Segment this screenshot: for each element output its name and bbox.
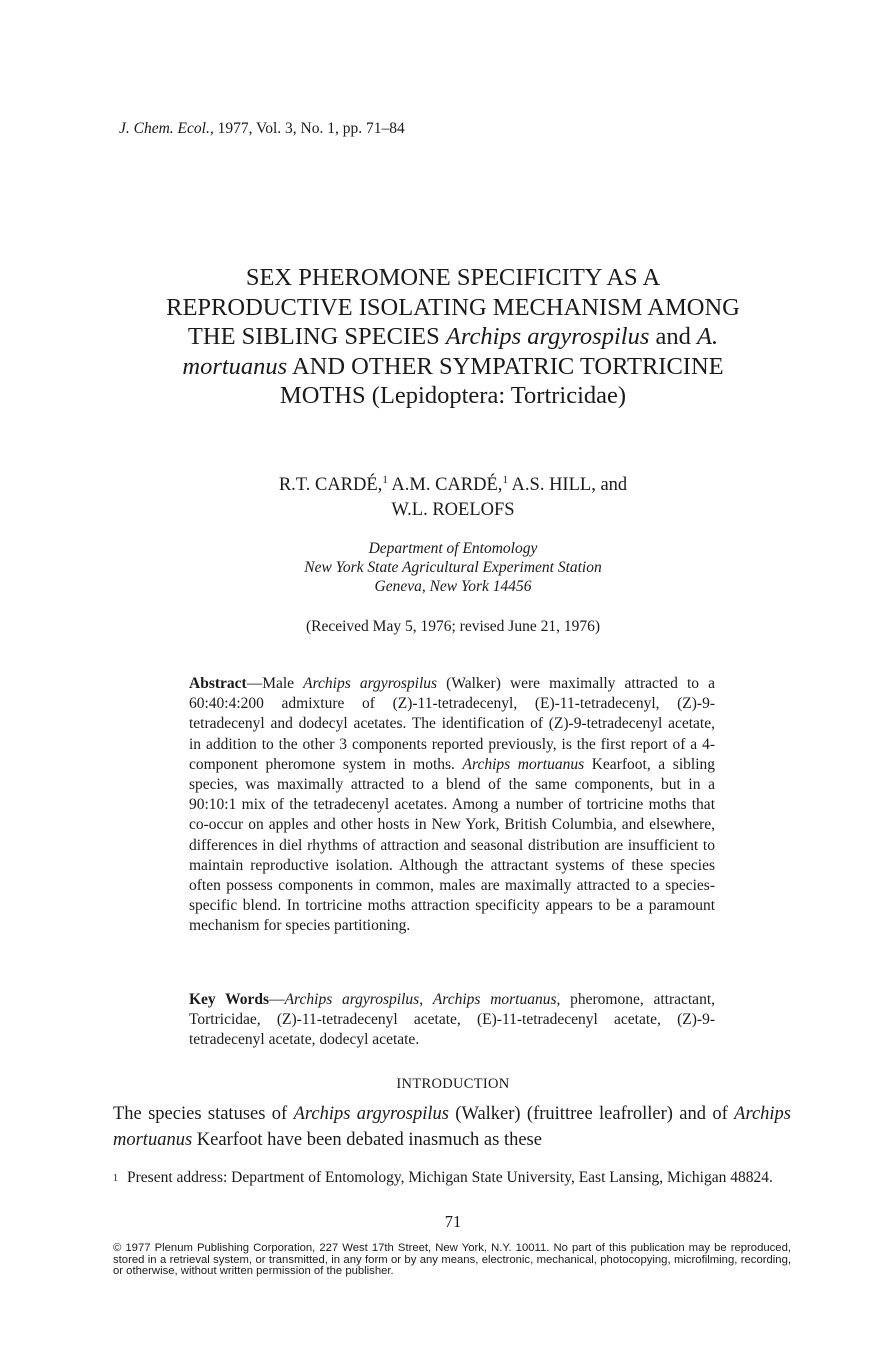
title-line: MOTHS (Lepidoptera: Tortricidae) bbox=[279, 382, 627, 409]
key-words bbox=[189, 990, 715, 1051]
keyword-species: Archips mortuanus bbox=[432, 991, 557, 1008]
introduction-paragraph bbox=[113, 1102, 791, 1153]
title-species: Archips argyrospilus bbox=[445, 323, 650, 350]
title-text: and bbox=[649, 323, 697, 350]
intro-text: The species statuses of bbox=[113, 1104, 294, 1124]
title-text: THE SIBLING SPECIES bbox=[187, 323, 446, 350]
abstract-label: Abstract bbox=[189, 675, 247, 692]
author-line: W.L. ROELOFS bbox=[391, 500, 515, 521]
affiliation bbox=[100, 539, 806, 596]
title-line: SEX PHEROMONE SPECIFICITY AS A bbox=[245, 264, 661, 291]
keywords-separator: , bbox=[419, 991, 433, 1008]
intro-species: Archips mortuanus bbox=[113, 1104, 792, 1150]
author-name: A.M. CARDÉ, bbox=[387, 475, 503, 496]
intro-text: Kearfoot have been debated inasmuch as these bbox=[192, 1129, 542, 1150]
title-species: A. bbox=[696, 323, 719, 350]
affiliation-line: New York State Agricultural Experiment Station bbox=[304, 559, 602, 576]
title-line bbox=[100, 352, 806, 382]
page-number: 71 bbox=[444, 1212, 462, 1231]
author-name: A.S. HILL, and bbox=[507, 475, 628, 496]
author-name: R.T. CARDÉ, bbox=[278, 475, 383, 496]
footnote bbox=[113, 1169, 791, 1189]
abstract-text: (Walker) were maximally attracted to a 60:40:4:200 admixture of (Z)-11-tetradecenyl, (E)-11-tetradecenyl, (Z)-9-tetradecenyl and dodecyl acetates. The identification of (Z)-9-tetradecenyl acetate, in addition to the other 3 components reported previously, is the first report of a 4-component pheromone system in moths. bbox=[189, 675, 715, 773]
footnote-text: Present address: Department of Entomology, Michigan State University, East Lansing, Michigan 48824. bbox=[127, 1169, 773, 1186]
keywords-label: Key Words bbox=[189, 991, 270, 1008]
abstract-species: Archips mortuanus bbox=[462, 755, 585, 773]
abstract-text: —Male bbox=[246, 675, 304, 692]
author-list bbox=[100, 468, 806, 523]
received-dates: (Received May 5, 1976; revised June 21, 1976) bbox=[305, 618, 600, 635]
keyword-species: Archips argyrospilus bbox=[284, 991, 420, 1008]
journal-citation bbox=[119, 120, 405, 138]
footnote-marker: 1 bbox=[113, 1173, 118, 1184]
author-line bbox=[100, 468, 806, 498]
citation-details: , 1977, Vol. 3, No. 1, pp. 71–84 bbox=[209, 120, 405, 137]
title-line bbox=[100, 322, 806, 352]
footnote-marker: 1 bbox=[382, 474, 388, 486]
affiliation-line: Department of Entomology bbox=[368, 540, 538, 557]
keywords-dash: — bbox=[269, 991, 285, 1008]
keywords-text: , pheromone, attractant, Tortricidae, (Z)-11-tetradecenyl acetate, (E)-11-tetradecenyl acetate, (Z)-9-tetradecenyl acetate, dodecyl acetate. bbox=[189, 991, 715, 1049]
abstract bbox=[189, 674, 715, 937]
intro-species: Archips argyrospilus bbox=[293, 1104, 449, 1124]
copyright-notice: © 1977 Plenum Publishing Corporation, 227 West 17th Street, New York, N.Y. 10011. No part of this publication may be reproduced, stored in a retrieval system, or transmitted, in any form or by any means, electronic, mechanical, photocopying, microfilming, recording, or otherwise, without written permission of the publisher. bbox=[113, 1242, 791, 1277]
abstract-text: Kearfoot, a sibling species, was maximally attracted to a blend of the same components, but in a 90:10:1 mix of the tetradecenyl acetates. Among a number of tortricine moths that co-occur on apples and other hosts in New York, British Columbia, and elsewhere, differences in diel rhythms of attraction and seasonal distribution are insufficient to maintain reproductive isolation. Although the attractant systems of these species often possess components in common, males are maximally attracted to a species-specific blend. In tortricine moths attraction specificity appears to be a paramount mechanism for species partitioning. bbox=[189, 755, 715, 935]
affiliation-line: Geneva, New York 14456 bbox=[374, 578, 532, 595]
title-text: AND OTHER SYMPATRIC TORTRICINE bbox=[287, 352, 724, 380]
title-line: REPRODUCTIVE ISOLATING MECHANISM AMONG bbox=[166, 293, 740, 321]
footnote-marker: 1 bbox=[502, 474, 508, 486]
intro-text: (Walker) (fruittree leafroller) and of bbox=[448, 1104, 735, 1124]
article-title bbox=[100, 263, 806, 411]
title-species: mortuanus bbox=[182, 352, 288, 380]
journal-name: J. Chem. Ecol. bbox=[119, 120, 210, 137]
footnote-row bbox=[113, 1169, 791, 1189]
abstract-species: Archips argyrospilus bbox=[303, 675, 438, 692]
section-heading: INTRODUCTION bbox=[396, 1076, 510, 1092]
